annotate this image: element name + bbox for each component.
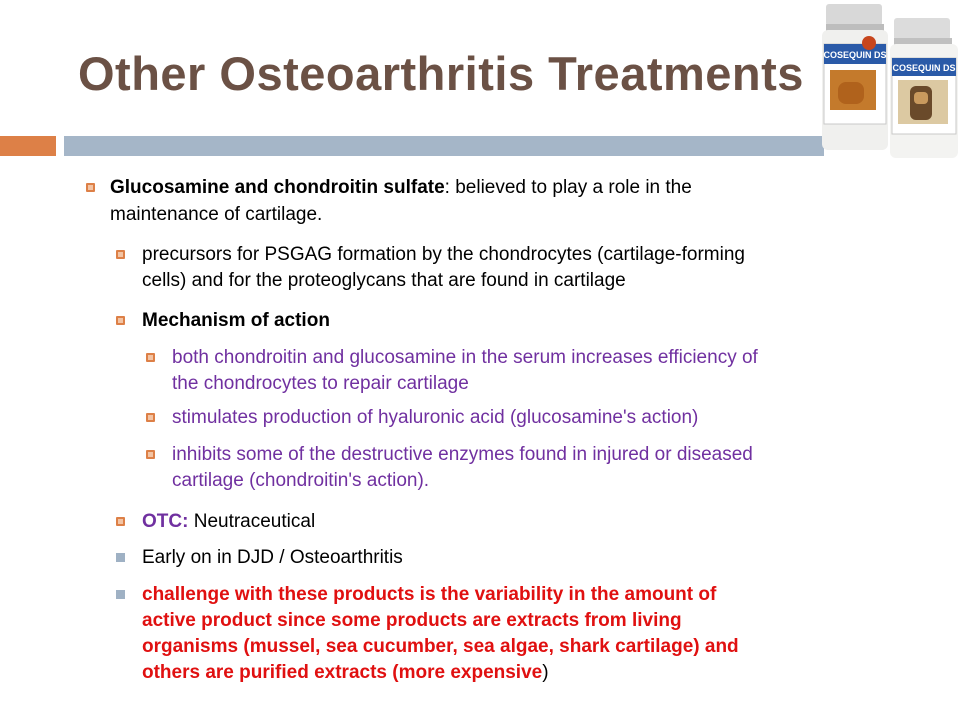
bullet-challenge-line4 <box>142 660 549 686</box>
bullet-enzymes-line1: inhibits some of the destructive enzymes found in injured or diseased <box>172 444 753 465</box>
bullet-challenge-line1: challenge with these products is the variability in the amount of <box>142 584 717 605</box>
bullet-mechanism: Mechanism of action <box>142 310 330 331</box>
bullet-otc <box>142 509 315 535</box>
bottle-back-brand: COSEQUIN DS <box>823 50 887 60</box>
bullet-challenge-line3: organisms (mussel, sea cucumber, sea algae, shark cartilage) and <box>142 636 739 657</box>
square-marker <box>116 590 125 599</box>
bullet-marker-l2 <box>116 517 125 526</box>
bullet-marker-l2 <box>116 250 125 259</box>
bullet-glucosamine-heading: Glucosamine and chondroitin sulfate <box>110 177 445 198</box>
bullet-precursors-line1: precursors for PSGAG formation by the chondrocytes (cartilage-forming <box>142 244 745 265</box>
bullet-precursors-line2: cells) and for the proteoglycans that are found in cartilage <box>142 270 626 291</box>
bullet-challenge-line2: active product since some products are extracts from living <box>142 610 682 631</box>
square-marker <box>116 553 125 562</box>
bullet-marker-l3 <box>146 450 155 459</box>
bullet-marker-l3 <box>146 413 155 422</box>
bullet-serum-line1: both chondroitin and glucosamine in the serum increases efficiency of <box>172 347 758 368</box>
bullet-otc-label: OTC: <box>142 511 189 532</box>
bullet-hyaluronic: stimulates production of hyaluronic acid (glucosamine's action) <box>172 407 699 428</box>
bullet-challenge-close: ) <box>542 662 549 683</box>
bullet-marker-l2 <box>116 316 125 325</box>
bullet-marker-l3 <box>146 353 155 362</box>
bullet-serum-line2: the chondrocytes to repair cartilage <box>172 373 469 394</box>
bullet-glucosamine-text: : believed to play a role in the <box>444 177 692 198</box>
slide-title: Other Osteoarthritis Treatments <box>78 47 804 100</box>
bullet-early-on: Early on in DJD / Osteoarthritis <box>142 547 403 568</box>
bullet-glucosamine-line2: maintenance of cartilage. <box>110 204 323 225</box>
bullet-enzymes-line2: cartilage (chondroitin's action). <box>172 470 430 491</box>
bullet-challenge-line4-text: others are purified extracts (more expensive <box>142 662 543 683</box>
bullet-otc-text: Neutraceutical <box>188 511 316 532</box>
bullet-marker-l1 <box>86 183 95 192</box>
bottle-front-brand: COSEQUIN DS <box>892 63 956 73</box>
bullet-glucosamine <box>110 175 692 201</box>
